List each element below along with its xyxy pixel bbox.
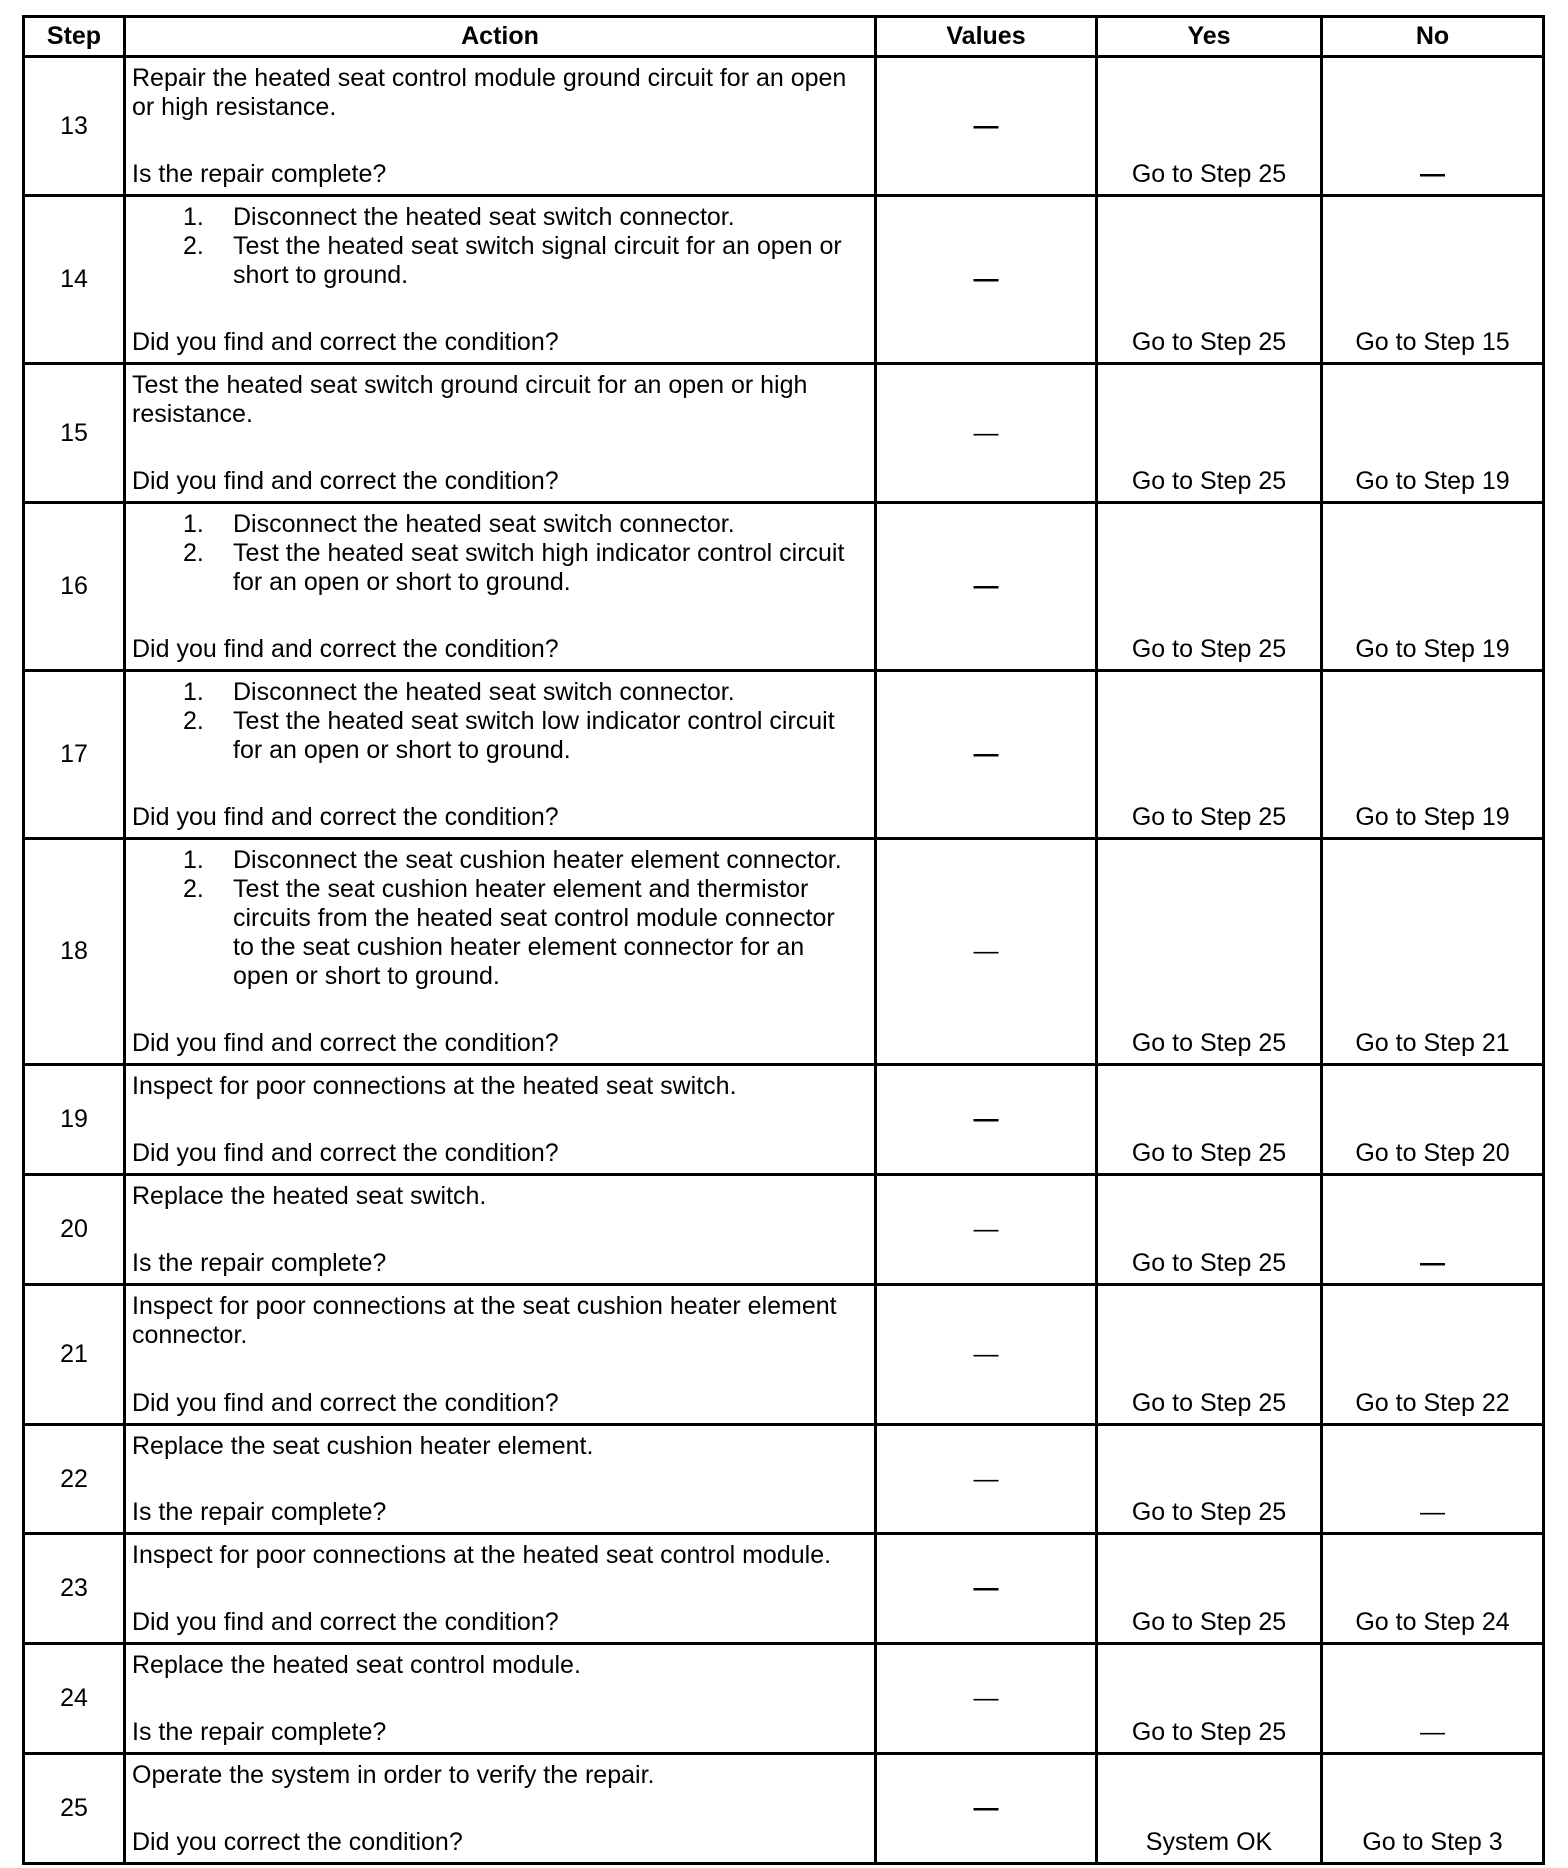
- values-text: —: [973, 111, 999, 140]
- list-item-text: [233, 707, 868, 765]
- values-text: —: [973, 937, 999, 965]
- yes-text: Go to Step 25: [1131, 1608, 1287, 1636]
- yes-cell: [1098, 1535, 1320, 1642]
- list-item-line: Test the seat cushion heater element and thermistor: [233, 875, 809, 903]
- question-text: Is the repair complete?: [132, 160, 387, 188]
- yes-cell: [1098, 1176, 1320, 1283]
- step-number: 13: [60, 111, 88, 140]
- step-number: 22: [60, 1464, 88, 1493]
- no-text: Go to Step 21: [1355, 1029, 1510, 1057]
- list-item-number: 1.: [183, 203, 204, 231]
- yes-cell: [1098, 1066, 1320, 1173]
- table-row: [25, 58, 1542, 194]
- question-text: Did you find and correct the condition?: [132, 635, 559, 663]
- list-item-text: [233, 232, 868, 290]
- values-text: —: [973, 572, 999, 600]
- yes-text: Go to Step 25: [1131, 1029, 1287, 1057]
- yes-cell: [1098, 840, 1320, 1063]
- table-row: [25, 504, 1542, 669]
- step-number: 15: [60, 418, 88, 447]
- step-number: 25: [60, 1794, 88, 1822]
- action-instructions: [132, 1651, 868, 1680]
- yes-cell: [1098, 365, 1320, 501]
- no-text: Go to Step 19: [1355, 803, 1510, 831]
- question-text: Did you find and correct the condition?: [132, 328, 559, 356]
- values-text: —: [973, 265, 999, 293]
- header-values: [877, 18, 1095, 55]
- step-cell: [25, 1426, 123, 1532]
- action-line: Inspect for poor connections at the heated seat control module.: [132, 1541, 832, 1569]
- yes-text: Go to Step 25: [1131, 803, 1287, 831]
- values-text: —: [973, 740, 999, 768]
- action-cell: [126, 840, 874, 1063]
- list-item-number: 2.: [183, 539, 204, 567]
- step-cell: [25, 58, 123, 194]
- step-number: 23: [60, 1574, 88, 1602]
- list-item: [132, 232, 868, 290]
- table-row: [25, 1286, 1542, 1423]
- action-instructions: [132, 1541, 868, 1570]
- list-item-line: Disconnect the heated seat switch connector.: [233, 203, 735, 231]
- values-text: —: [973, 1464, 999, 1493]
- action-steps-list: [132, 678, 868, 765]
- action-cell: [126, 1645, 874, 1752]
- action-line: Replace the seat cushion heater element.: [132, 1432, 594, 1460]
- header-step: [25, 18, 123, 55]
- step-cell: [25, 1176, 123, 1283]
- yes-text: Go to Step 25: [1131, 1718, 1287, 1746]
- values-cell: [877, 1176, 1095, 1283]
- question-text: Did you find and correct the condition?: [132, 1139, 559, 1167]
- step-cell: [25, 1286, 123, 1423]
- yes-cell: [1098, 1645, 1320, 1752]
- header-no: [1323, 18, 1542, 55]
- question-text: Is the repair complete?: [132, 1249, 387, 1277]
- table-row: [25, 197, 1542, 362]
- yes-text: Go to Step 25: [1131, 1498, 1287, 1526]
- yes-cell: [1098, 197, 1320, 362]
- values-text: —: [973, 1684, 999, 1712]
- yes-text: Go to Step 25: [1131, 328, 1287, 356]
- no-cell: [1323, 1286, 1542, 1423]
- yes-text: Go to Step 25: [1131, 467, 1287, 495]
- list-item-text: [233, 846, 868, 875]
- action-cell: [126, 1535, 874, 1642]
- no-cell: [1323, 504, 1542, 669]
- yes-cell: [1098, 1755, 1320, 1862]
- table-row: [25, 1176, 1542, 1283]
- header-yes-label: Yes: [1187, 22, 1231, 50]
- question-text: Did you find and correct the condition?: [132, 1608, 559, 1636]
- list-item-number: 1.: [183, 678, 204, 706]
- table-row: [25, 1535, 1542, 1642]
- values-text: —: [973, 1105, 999, 1133]
- yes-text: Go to Step 25: [1131, 1249, 1287, 1277]
- yes-text: System OK: [1145, 1828, 1273, 1856]
- action-instructions: [132, 1072, 868, 1101]
- action-line: connector.: [132, 1321, 248, 1349]
- step-number: 21: [60, 1340, 88, 1368]
- action-cell: [126, 1066, 874, 1173]
- header-yes: [1098, 18, 1320, 55]
- step-cell: [25, 1755, 123, 1862]
- values-text: —: [973, 1215, 999, 1243]
- list-item-number: 2.: [183, 875, 204, 903]
- list-item: [132, 539, 868, 597]
- no-text: Go to Step 24: [1355, 1608, 1510, 1636]
- list-item-line: circuits from the heated seat control module connector: [233, 904, 835, 932]
- action-steps-list: [132, 846, 868, 991]
- action-cell: [126, 504, 874, 669]
- action-instructions: [132, 371, 868, 429]
- action-cell: [126, 1755, 874, 1862]
- list-item-line: Disconnect the heated seat switch connector.: [233, 678, 735, 706]
- table-row: [25, 840, 1542, 1063]
- table-row: [25, 672, 1542, 837]
- action-steps-list: [132, 510, 868, 597]
- question-text: Did you find and correct the condition?: [132, 803, 559, 831]
- list-item: [132, 875, 868, 991]
- header-step-label: Step: [46, 22, 102, 50]
- values-cell: [877, 197, 1095, 362]
- values-cell: [877, 1286, 1095, 1423]
- values-text: —: [973, 1340, 999, 1368]
- no-text: Go to Step 19: [1355, 635, 1510, 663]
- table-row: [25, 1066, 1542, 1173]
- step-cell: [25, 840, 123, 1063]
- values-cell: [877, 1535, 1095, 1642]
- yes-cell: [1098, 504, 1320, 669]
- list-item-line: for an open or short to ground.: [233, 736, 571, 764]
- step-number: 20: [60, 1215, 88, 1243]
- step-cell: [25, 197, 123, 362]
- values-cell: [877, 840, 1095, 1063]
- list-item-line: Test the heated seat switch signal circuit for an open or: [233, 232, 842, 260]
- step-cell: [25, 1066, 123, 1173]
- list-item-number: 1.: [183, 510, 204, 538]
- values-text: —: [973, 1574, 999, 1602]
- action-line: Inspect for poor connections at the heated seat switch.: [132, 1072, 737, 1100]
- action-instructions: [132, 1432, 868, 1461]
- question-text: Did you find and correct the condition?: [132, 1389, 559, 1417]
- action-instructions: [132, 1182, 868, 1211]
- list-item-line: Test the heated seat switch low indicator control circuit: [233, 707, 835, 735]
- header-values-label: Values: [946, 22, 1026, 50]
- list-item-line: open or short to ground.: [233, 962, 500, 990]
- step-cell: [25, 1645, 123, 1752]
- no-cell: [1323, 58, 1542, 194]
- yes-cell: [1098, 672, 1320, 837]
- list-item-text: [233, 539, 868, 597]
- values-cell: [877, 1426, 1095, 1532]
- header-no-label: No: [1415, 22, 1450, 50]
- step-cell: [25, 504, 123, 669]
- action-cell: [126, 1286, 874, 1423]
- values-cell: [877, 672, 1095, 837]
- action-instructions: [132, 1292, 868, 1350]
- no-cell: [1323, 1755, 1542, 1862]
- action-line: resistance.: [132, 400, 253, 428]
- list-item-line: Test the heated seat switch high indicator control circuit: [233, 539, 845, 567]
- values-text: —: [973, 1794, 999, 1822]
- list-item-text: [233, 203, 868, 232]
- list-item: [132, 846, 868, 875]
- yes-cell: [1098, 58, 1320, 194]
- table-row: [25, 365, 1542, 501]
- no-text: Go to Step 19: [1355, 467, 1510, 495]
- list-item-text: [233, 875, 868, 991]
- table-row: [25, 1645, 1542, 1752]
- values-cell: [877, 1066, 1095, 1173]
- list-item-line: short to ground.: [233, 261, 409, 289]
- step-cell: [25, 365, 123, 501]
- yes-text: Go to Step 25: [1131, 1389, 1287, 1417]
- list-item: [132, 510, 868, 539]
- yes-text: Go to Step 25: [1131, 160, 1287, 188]
- no-cell: [1323, 1176, 1542, 1283]
- action-line: Inspect for poor connections at the seat cushion heater element: [132, 1292, 837, 1320]
- values-cell: [877, 1645, 1095, 1752]
- action-cell: [126, 197, 874, 362]
- list-item-text: [233, 510, 868, 539]
- action-line: Operate the system in order to verify the repair.: [132, 1761, 655, 1789]
- action-cell: [126, 365, 874, 501]
- table-row: [25, 1426, 1542, 1532]
- no-cell: [1323, 365, 1542, 501]
- list-item-text: [233, 678, 868, 707]
- no-cell: [1323, 840, 1542, 1063]
- no-cell: [1323, 1535, 1542, 1642]
- no-text: Go to Step 15: [1355, 328, 1510, 356]
- yes-cell: [1098, 1286, 1320, 1423]
- values-cell: [877, 504, 1095, 669]
- list-item-line: to the seat cushion heater element connector for an: [233, 933, 805, 961]
- list-item: [132, 203, 868, 232]
- yes-text: Go to Step 25: [1131, 635, 1287, 663]
- question-text: Did you correct the condition?: [132, 1828, 463, 1856]
- list-item-number: 1.: [183, 846, 204, 874]
- table-header: [25, 18, 1542, 55]
- list-item-line: Disconnect the heated seat switch connector.: [233, 510, 735, 538]
- no-cell: [1323, 672, 1542, 837]
- list-item: [132, 678, 868, 707]
- action-line: Replace the heated seat control module.: [132, 1651, 581, 1679]
- no-cell: [1323, 197, 1542, 362]
- step-cell: [25, 1535, 123, 1642]
- action-line: Repair the heated seat control module ground circuit for an open: [132, 64, 847, 92]
- action-steps-list: [132, 203, 868, 290]
- no-cell: [1323, 1645, 1542, 1752]
- step-number: 14: [60, 265, 88, 293]
- step-number: 16: [60, 572, 88, 600]
- action-line: Replace the heated seat switch.: [132, 1182, 487, 1210]
- table-row: [25, 1755, 1542, 1862]
- step-number: 24: [60, 1684, 88, 1712]
- no-text: —: [1420, 1249, 1445, 1277]
- no-text: Go to Step 20: [1355, 1139, 1510, 1167]
- no-text: Go to Step 3: [1362, 1828, 1503, 1856]
- action-line: or high resistance.: [132, 93, 337, 121]
- no-cell: [1323, 1066, 1542, 1173]
- question-text: Did you find and correct the condition?: [132, 467, 559, 495]
- action-line: Test the heated seat switch ground circuit for an open or high: [132, 371, 808, 399]
- diagnostic-table: [22, 15, 1545, 1865]
- header-action-label: Action: [461, 22, 539, 50]
- action-cell: [126, 1176, 874, 1283]
- list-item-number: 2.: [183, 232, 204, 260]
- values-cell: [877, 1755, 1095, 1862]
- no-text: —: [1420, 160, 1445, 188]
- question-text: Is the repair complete?: [132, 1718, 387, 1746]
- action-cell: [126, 672, 874, 837]
- question-text: Did you find and correct the condition?: [132, 1029, 559, 1057]
- action-instructions: [132, 1761, 868, 1790]
- action-cell: [126, 1426, 874, 1532]
- values-text: —: [973, 418, 999, 447]
- step-number: 19: [60, 1105, 88, 1133]
- step-number: 18: [60, 937, 88, 965]
- no-text: Go to Step 22: [1355, 1389, 1510, 1417]
- action-instructions: [132, 64, 868, 122]
- step-cell: [25, 672, 123, 837]
- values-cell: [877, 365, 1095, 501]
- list-item-line: for an open or short to ground.: [233, 568, 571, 596]
- action-cell: [126, 58, 874, 194]
- yes-text: Go to Step 25: [1131, 1139, 1287, 1167]
- yes-cell: [1098, 1426, 1320, 1532]
- no-cell: [1323, 1426, 1542, 1532]
- list-item: [132, 707, 868, 765]
- list-item-number: 2.: [183, 707, 204, 735]
- no-text: —: [1420, 1718, 1445, 1746]
- no-text: —: [1420, 1498, 1445, 1526]
- list-item-line: Disconnect the seat cushion heater element connector.: [233, 846, 842, 874]
- step-number: 17: [60, 740, 88, 768]
- question-text: Is the repair complete?: [132, 1498, 387, 1526]
- values-cell: [877, 58, 1095, 194]
- header-action: [126, 18, 874, 55]
